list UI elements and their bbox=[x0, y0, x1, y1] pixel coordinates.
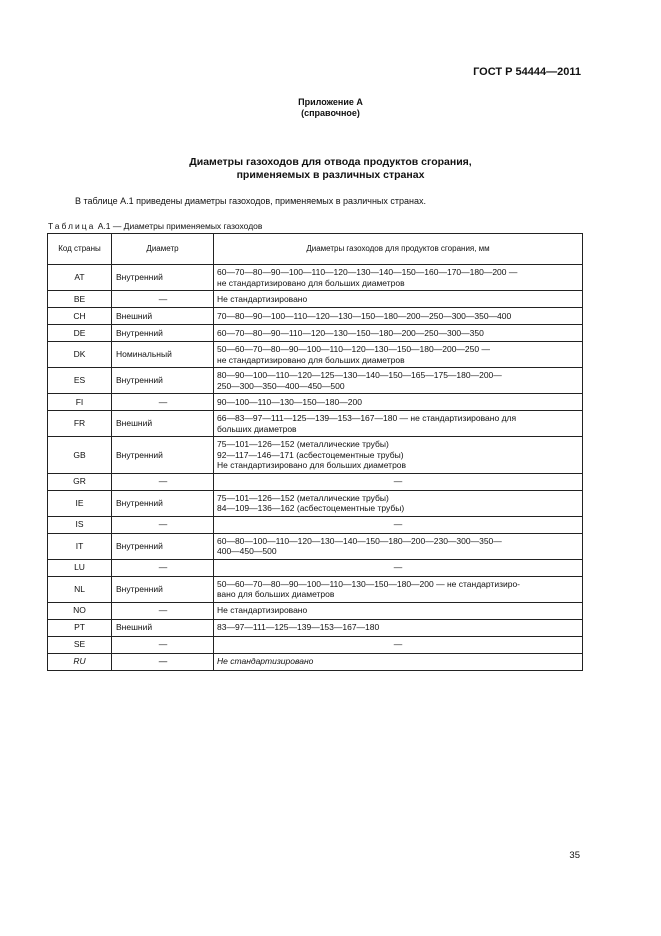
diameter-type-cell: Внутренний bbox=[112, 325, 214, 342]
diameters-line: 90—100—110—130—150—180—200 bbox=[217, 396, 362, 407]
diameter-type-cell: Внешний bbox=[112, 308, 214, 325]
standard-number: ГОСТ Р 54444—2011 bbox=[473, 66, 581, 78]
table-header-row bbox=[48, 234, 583, 265]
diameters-cell bbox=[214, 602, 583, 619]
country-code-cell: NL bbox=[48, 576, 112, 602]
country-code-cell: IT bbox=[48, 533, 112, 559]
table-row bbox=[48, 325, 583, 342]
diameter-type-cell: Внутренний bbox=[112, 533, 214, 559]
diameter-type-cell: Внешний bbox=[112, 411, 214, 437]
country-code-cell: AT bbox=[48, 265, 112, 291]
intro-paragraph: В таблице А.1 приведены диаметры газоходов, применяемых в различных странах. bbox=[75, 196, 426, 206]
country-code-cell: LU bbox=[48, 559, 112, 576]
diameters-line: — bbox=[393, 519, 403, 530]
diameters-line: 92—117—146—171 (асбестоцементные трубы) bbox=[217, 449, 404, 460]
table-row bbox=[48, 490, 583, 516]
table-row bbox=[48, 636, 583, 653]
country-code-cell: FR bbox=[48, 411, 112, 437]
diameter-type-cell: — bbox=[112, 602, 214, 619]
table-row bbox=[48, 576, 583, 602]
country-code-cell: RU bbox=[48, 653, 112, 670]
diameters-line: Не стандартизировано для больших диаметров bbox=[217, 460, 407, 470]
diameters-line: — bbox=[393, 562, 403, 573]
diameters-line: 400—450—500 bbox=[217, 546, 277, 556]
header-flue-diameters: Диаметры газоходов для продуктов сгорания, мм bbox=[214, 234, 583, 265]
diameter-type-cell: — bbox=[112, 559, 214, 576]
diameter-type-cell: Внутренний bbox=[112, 368, 214, 394]
table-caption-text: А.1 — Диаметры применяемых газоходов bbox=[97, 221, 263, 231]
diameters-line: Не стандартизировано bbox=[217, 656, 314, 667]
diameters-line: 83—97—111—125—139—153—167—180 bbox=[217, 622, 380, 633]
table-row bbox=[48, 653, 583, 670]
table-row bbox=[48, 533, 583, 559]
diameter-type-cell: — bbox=[112, 636, 214, 653]
diameters-cell bbox=[214, 576, 583, 602]
diameters-line: — bbox=[393, 476, 403, 487]
country-code-cell: DK bbox=[48, 342, 112, 368]
diameters-line: 250—300—350—400—450—500 bbox=[217, 380, 345, 391]
diameters-cell bbox=[214, 490, 583, 516]
diameter-type-cell: Внешний bbox=[112, 619, 214, 636]
section-title-line-2: применяемых в различных странах bbox=[236, 169, 425, 181]
country-code-cell: GR bbox=[48, 473, 112, 490]
diameters-cell bbox=[214, 394, 583, 411]
diameter-type-cell: — bbox=[112, 516, 214, 533]
table-row bbox=[48, 291, 583, 308]
country-code-cell: NO bbox=[48, 602, 112, 619]
diameters-line: не стандартизировано для больших диаметров bbox=[217, 277, 405, 288]
diameters-cell bbox=[214, 533, 583, 559]
diameter-type-cell: Внутренний bbox=[112, 576, 214, 602]
diameters-cell bbox=[214, 619, 583, 636]
diameters-line: 50—60—70—80—90—100—110—130—150—180—200 — не стандартизиро- bbox=[217, 578, 521, 589]
diameters-line: 75—101—126—152 (металлические трубы) bbox=[217, 439, 389, 449]
diameters-cell bbox=[214, 653, 583, 670]
country-code-cell: FI bbox=[48, 394, 112, 411]
table-row bbox=[48, 559, 583, 576]
diameter-type-cell: — bbox=[112, 473, 214, 490]
diameter-type-cell: — bbox=[112, 653, 214, 670]
table-row bbox=[48, 308, 583, 325]
diameters-line: не стандартизировано для больших диаметров bbox=[217, 354, 405, 365]
diameters-line: 60—80—100—110—120—130—140—150—180—200—230—300—350— bbox=[217, 535, 502, 546]
country-code-cell: CH bbox=[48, 308, 112, 325]
header-diameter: Диаметр bbox=[112, 234, 214, 265]
diameters-line: Не стандартизировано bbox=[217, 293, 308, 304]
country-code-cell: GB bbox=[48, 437, 112, 474]
diameters-line: 66—83—97—111—125—139—153—167—180 — не стандартизировано для bbox=[217, 413, 517, 423]
diameters-cell bbox=[214, 342, 583, 368]
diameters-cell bbox=[214, 437, 583, 474]
table-row bbox=[48, 437, 583, 474]
diameters-cell bbox=[214, 473, 583, 490]
country-code-cell: SE bbox=[48, 636, 112, 653]
country-code-cell: PT bbox=[48, 619, 112, 636]
table-body bbox=[48, 265, 583, 671]
table-caption bbox=[48, 221, 262, 231]
diameters-line: больших диаметров bbox=[217, 423, 297, 434]
diameter-type-cell: Внутренний bbox=[112, 265, 214, 291]
country-code-cell: ES bbox=[48, 368, 112, 394]
diameters-cell bbox=[214, 411, 583, 437]
annex-subtitle: (справочное) bbox=[301, 108, 360, 118]
diameters-cell bbox=[214, 291, 583, 308]
diameters-line: 60—70—80—90—100—110—120—130—140—150—160—170—180—200 — bbox=[217, 267, 518, 277]
annex-heading bbox=[0, 97, 661, 119]
section-title-line-1: Диаметры газоходов для отвода продуктов сгорания, bbox=[189, 156, 472, 168]
country-code-cell: IS bbox=[48, 516, 112, 533]
section-title bbox=[0, 156, 661, 182]
diameters-line: 60—70—80—90—110—120—130—150—180—200—250—300—350 bbox=[217, 327, 484, 338]
diameters-table bbox=[47, 233, 583, 671]
diameters-line: 50—60—70—80—90—100—110—120—130—150—180—200—250 — bbox=[217, 344, 490, 354]
diameter-type-cell: Номинальный bbox=[112, 342, 214, 368]
page-number: 35 bbox=[569, 850, 580, 861]
diameters-cell bbox=[214, 636, 583, 653]
diameters-cell bbox=[214, 516, 583, 533]
table-row bbox=[48, 619, 583, 636]
table-row bbox=[48, 411, 583, 437]
table-row bbox=[48, 394, 583, 411]
table-row bbox=[48, 473, 583, 490]
diameters-line: 84—109—136—162 (асбестоцементные трубы) bbox=[217, 503, 405, 513]
diameters-line: 80—90—100—110—120—125—130—140—150—165—175—180—200— bbox=[217, 370, 502, 380]
diameter-type-cell: Внутренний bbox=[112, 490, 214, 516]
table-row bbox=[48, 265, 583, 291]
diameter-type-cell: — bbox=[112, 291, 214, 308]
table-row bbox=[48, 602, 583, 619]
diameters-cell bbox=[214, 308, 583, 325]
header-country-code: Код страны bbox=[48, 234, 112, 265]
country-code-cell: IE bbox=[48, 490, 112, 516]
diameters-line: — bbox=[393, 639, 403, 650]
diameters-line: вано для больших диаметров bbox=[217, 589, 335, 599]
diameter-type-cell: Внутренний bbox=[112, 437, 214, 474]
diameter-type-cell: — bbox=[112, 394, 214, 411]
diameters-cell bbox=[214, 368, 583, 394]
table-row bbox=[48, 516, 583, 533]
annex-title: Приложение А bbox=[298, 97, 363, 107]
table-row bbox=[48, 368, 583, 394]
country-code-cell: BE bbox=[48, 291, 112, 308]
diameters-line: 75—101—126—152 (металлические трубы) bbox=[217, 492, 389, 503]
table-caption-prefix: Таблица bbox=[48, 221, 96, 231]
diameters-cell bbox=[214, 265, 583, 291]
diameters-cell bbox=[214, 559, 583, 576]
table-row bbox=[48, 342, 583, 368]
country-code-cell: DE bbox=[48, 325, 112, 342]
diameters-line: Не стандартизировано bbox=[217, 605, 308, 616]
diameters-cell bbox=[214, 325, 583, 342]
diameters-line: 70—80—90—100—110—120—130—150—180—200—250—300—350—400 bbox=[217, 310, 512, 321]
